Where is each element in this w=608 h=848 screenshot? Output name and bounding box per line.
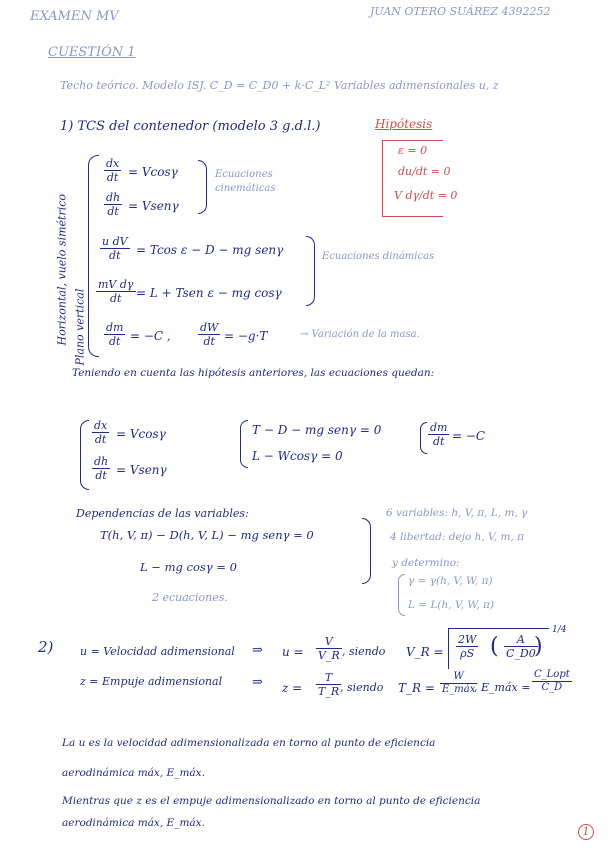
eq-kin-1-rhs: = Vcosγ	[128, 165, 178, 179]
q2-number: 2)	[38, 638, 54, 656]
dep-eq-1: T(h, V, π) − D(h, V, L) − mg senγ = 0	[100, 528, 314, 542]
q2-sentence-4: aerodinámica máx, E_máx.	[62, 817, 205, 829]
sys-a-2-lhs: dh dt	[94, 455, 109, 482]
hypothesis-title: Hipótesis	[375, 117, 433, 131]
sys-a-1-lhs: dx dt	[94, 419, 108, 446]
dep-brace	[362, 518, 371, 584]
vr-paren-open: (	[490, 634, 499, 659]
sys-a-2-rhs: = Vsenγ	[116, 463, 167, 477]
side-label-horizontal: Horizontal, vuelo simétrico	[55, 193, 69, 346]
sys-a-1-rhs: = Vcosγ	[116, 427, 166, 441]
q2-z-siendo: , siendo	[340, 681, 384, 694]
eq-mass-2-rhs: = −g·T	[224, 329, 268, 343]
q2-sentence-1: La u es la velocidad adimensionalizada en torno al punto de eficiencia	[62, 737, 436, 749]
student-name-id: JUAN OTERO SUÁREZ 4392252	[370, 5, 551, 18]
sys-c-brace	[420, 422, 427, 454]
side-label-plane: Plano vertical	[73, 288, 87, 366]
dep-note-3: y determino:	[392, 557, 460, 569]
dep-note-brace	[398, 574, 405, 616]
q2-z-def: z = Empuje adimensional	[80, 675, 223, 688]
q2-sentence-2: aerodinámica máx, E_máx.	[62, 767, 205, 779]
label-mass: → Variación de la masa.	[300, 329, 420, 340]
dep-note-2: 4 libertad: dejo h, V, m, π	[390, 531, 525, 543]
vr-exponent: 1/4	[552, 625, 567, 635]
dep-note-5: L = L(h, V, W, π)	[408, 599, 495, 611]
dep-note-1: 6 variables: h, V, π, L, m, γ	[386, 507, 528, 519]
sys-c-lhs: dm dt	[430, 421, 448, 448]
eq-mass-1-lhs: dm dt	[106, 321, 124, 348]
q2-emax-frac: C_Lopt C_D	[534, 669, 570, 693]
section-heading: CUESTIÓN 1	[48, 45, 136, 60]
exam-title: EXAMEN MV	[30, 9, 119, 24]
eq-mass-2-lhs: dW dt	[200, 321, 219, 348]
q2-z-frac: T T_R	[318, 671, 340, 698]
hypothesis-sentence: Teniendo en cuenta las hipótesis anteriores, las ecuaciones quedan:	[72, 367, 435, 379]
eq-kin-1-lhs: dx dt	[106, 157, 120, 184]
q2-z-arrow: ⇒	[252, 675, 263, 690]
dep-note-4: γ = γ(h, V, W, π)	[408, 575, 493, 587]
sys-b-brace	[240, 420, 248, 468]
sys-b-2: L − Wcosγ = 0	[252, 449, 343, 463]
q2-u-def: u = Velocidad adimensional	[80, 645, 235, 658]
sys-a-brace	[80, 420, 89, 490]
vr-frac-1: 2W ρS	[458, 633, 477, 660]
vr-frac-2: A C_D0	[506, 633, 536, 660]
page-number-mark: 1	[578, 824, 594, 840]
q2-emax-lhs: , E_máx =	[474, 681, 531, 694]
sys-b-1: T − D − mg senγ = 0	[252, 423, 382, 437]
q2-u-siendo: , siendo	[342, 645, 386, 658]
dep-eq-2: L − mg cosγ = 0	[140, 560, 237, 574]
q2-tr-frac: W E_máx	[442, 671, 476, 695]
dependency-title: Dependencias de las variables:	[76, 507, 249, 520]
eq-dyn-2-lhs: mV dγ dt	[98, 278, 134, 305]
sys-c-rhs: = −C	[452, 429, 486, 443]
label-kinematic: Ecuaciones cinemáticas	[215, 169, 276, 194]
hypothesis-3: V dγ/dt = 0	[394, 189, 458, 202]
eq-kin-2-lhs: dh dt	[106, 191, 121, 218]
dep-eq-3: 2 ecuaciones.	[152, 591, 228, 604]
eq-dyn-1-lhs: u dV dt	[102, 235, 128, 262]
eq-dyn-2-rhs: = L + Tsen ε − mg cosγ	[136, 286, 282, 300]
q2-u-arrow: ⇒	[252, 643, 263, 658]
q2-u-eq-lhs: u =	[282, 645, 304, 659]
hypothesis-2: du/dt = 0	[398, 165, 451, 178]
q2-z-eq-lhs: z =	[282, 681, 303, 695]
eq-mass-1-rhs: = −C ,	[130, 329, 171, 343]
eq-dyn-1-rhs: = Tcos ε − D − mg senγ	[136, 243, 284, 257]
intro-line: Techo teórico. Modelo ISJ. C_D = C_D0 + k·C_L² Variables adimensionales u, z	[60, 79, 499, 92]
hypothesis-1: ε = 0	[398, 144, 428, 157]
equations-brace	[88, 155, 99, 357]
label-dynamic: Ecuaciones dinámicas	[322, 251, 435, 262]
vr-paren-close: )	[534, 634, 543, 659]
q1-title: 1) TCS del contenedor (modelo 3 g.d.l.)	[60, 119, 321, 134]
q2-vr-lhs: V_R =	[406, 645, 444, 659]
eq-kin-2-rhs: = Vsenγ	[128, 199, 179, 213]
dyn-brace	[306, 236, 315, 306]
q2-u-frac: V V_R	[318, 635, 340, 662]
q2-tr-lhs: T_R =	[398, 681, 435, 695]
kin-brace	[198, 160, 207, 214]
q2-sentence-3: Mientras que z es el empuje adimensionalizado en torno al punto de eficiencia	[62, 795, 481, 807]
